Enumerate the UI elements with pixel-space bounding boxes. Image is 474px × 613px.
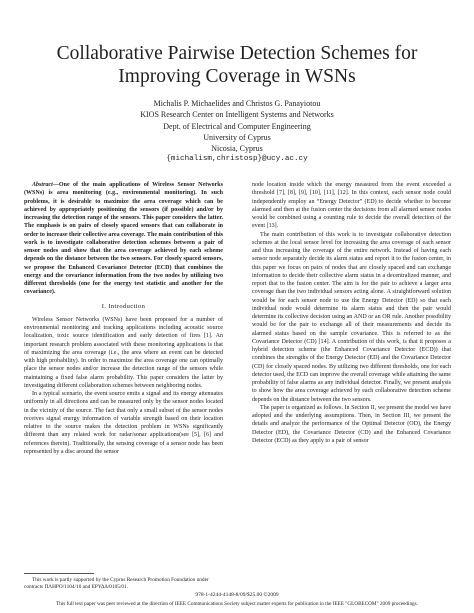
abstract — [24, 181, 223, 297]
abstract-label: Abstract — [32, 182, 53, 188]
right-paragraph-1: node location inside which the energy measured from the event exceeded a threshold [7], [8], [9], [10], [11], [12]. In this context, each sensor node could independently employ an “Energy Detector” (ED) to decide whether to become alarmed and then at the fusion center the decisions from all alarmed sensor nodes would be combined using a counting rule to decide the overall detection of the event [13]. — [252, 182, 451, 230]
author-names: Michalis P. Michaelides and Christos G. Panayiotou — [153, 99, 321, 108]
funding-footnote — [24, 577, 223, 591]
affiliation-dept: Dept. of Electrical and Computer Engineering — [163, 121, 311, 131]
isbn-line: 978-1-4244-4148-8/09/$25.00 ©2009 — [195, 592, 279, 598]
right-column — [252, 181, 451, 445]
author-block — [40, 98, 434, 166]
title-line-1: Collaborative Pairwise Detection Schemes for — [56, 43, 418, 64]
footnote-divider — [24, 573, 94, 574]
right-paragraph-2: The main contribution of this work is to investigate collaborative detection schemes at the local sensor level for increasing the area coverage of each sensor and thus increasing the coverage of the entire network. Instead of having each sensor node separately decide its alarm status and report it to the fusion center, in this paper we focus on pairs of nodes that are closely spaced and can exchange information to decide their collective alarm status in a decentralized manner, and report that to the fusion center. The aim is for the pair to achieve a larger area coverage than the two individual sensors acting alone. A straightforward solution would be for each sensor node to use the Energy Detector (ED) so that each individual node would determine its alarm status and then the pair would determine its collective decision using an AND or an OR rule. Another possibility would be for the pair to exchange all of their measurements and decide its alarmed status based on the sample covariance. This is referred to as the Covariance Detector (CD) [14]. A contribution of this work, is that it proposes a hybrid detection scheme (the Enhanced Covariance Detector (ECD)) that combines the strengths of the Energy Detector (ED) and the Covariance Detector (CD) for closely spaced nodes. By utilizing two different thresholds, one for each detector used, the ECD can improve the overall coverage while attaining the same probability of false alarms as any individual detector. Finally, we present analysis to show how the area coverage achieved by each collaborative detection scheme depends on the distance between the two sensors. — [252, 231, 451, 403]
section-heading-introduction: I. Introduction — [101, 302, 146, 310]
abstract-text: —One of the main applications of Wireless Sensor Networks (WSNs) is area monitoring (e.g., environmental monitoring). In such problems, it is desirable to maximize the area coverage which can be achieved by appropriately positioning the sensors (if possible) and/or by increasing the detection range of the sensors. This paper considers the latter. The emphasis is on pairs of closely spaced sensors that can collaborate in order to increase their collective area coverage. The main contribution of this work is to investigate collaborative detection schemes between a pair of sensor nodes and show that the area coverage achieved by each scheme depends on the distance between the two sensors. For closely spaced sensors, we propose the Enhanced Covariance Detector (ECD) that combines the energy and the covariance information from the two nodes by utilizing two different thresholds (one for the energy test statistic and another for the covariance). — [24, 182, 223, 296]
title-line-2: Improving Coverage in WSNs — [118, 66, 356, 87]
peer-review-note: This full text paper was peer reviewed at the direction of IEEE Communications Society subject matter experts for publication in the IEEE "GLOBECOM" 2009 proceedings. — [56, 601, 418, 607]
paper-title — [30, 42, 444, 88]
affiliation-university: University of Cyprus — [203, 132, 271, 142]
intro-paragraph-1: Wireless Sensor Networks (WSNs) have been proposed for a number of environmental monitoring and tracking applications including acoustic source localization, toxic source identification and early detection of fires [1]. An important research problem associated with these monitoring applications is that of maximizing the area coverage (i.e., the area where an event can be detected with high probability). In order to maximize the area coverage one can optimally place the sensor nodes and/or increase the detection range of the sensors while maintaining a fixed false alarm probability. This paper considers the latter by investigating different collaboration schemes between neighboring nodes. — [24, 316, 223, 389]
affiliation-center: KIOS Research Center on Intelligent Systems and Networks — [140, 110, 334, 120]
left-column — [24, 181, 223, 456]
footnote-text: This work is partly supported by the Cyprus Research Promotion Foundation under contracts ΠΛΗΡΟ/1104/10 and ΕΡΥΔΔ/0105/01. — [24, 577, 209, 590]
right-paragraph-3: The paper is organized as follows. In Section II, we present the model we have adopted and the underlying assumptions. Then, in Section III, we present the details and analyze the performance of the Optimal Detector (OD), the Energy Detector (ED), the Covariance Detector (CD) and the Enhanced Covariance Detector (ECD) as they apply to a pair of sensor — [252, 404, 451, 444]
intro-paragraph-2: In a typical scenario, the event source emits a signal and its energy attenuates uniformly in all directions and can be measured only by the sensor nodes located in the vicinity of the source. The fact that only a small subset of the sensor nodes receives signal energy information of variable strength based on their location relative to the source makes the detection problem in WSNs significantly different than any related work for radar/sonar applications(see [5], [6] and references therein). Traditionally, the sensing coverage of a sensor node has been represented by a disc around the sensor — [24, 391, 223, 455]
author-email: {michalism,christosp}@ucy.ac.cy — [166, 155, 308, 164]
affiliation-city: Nicosia, Cyprus — [211, 144, 263, 154]
